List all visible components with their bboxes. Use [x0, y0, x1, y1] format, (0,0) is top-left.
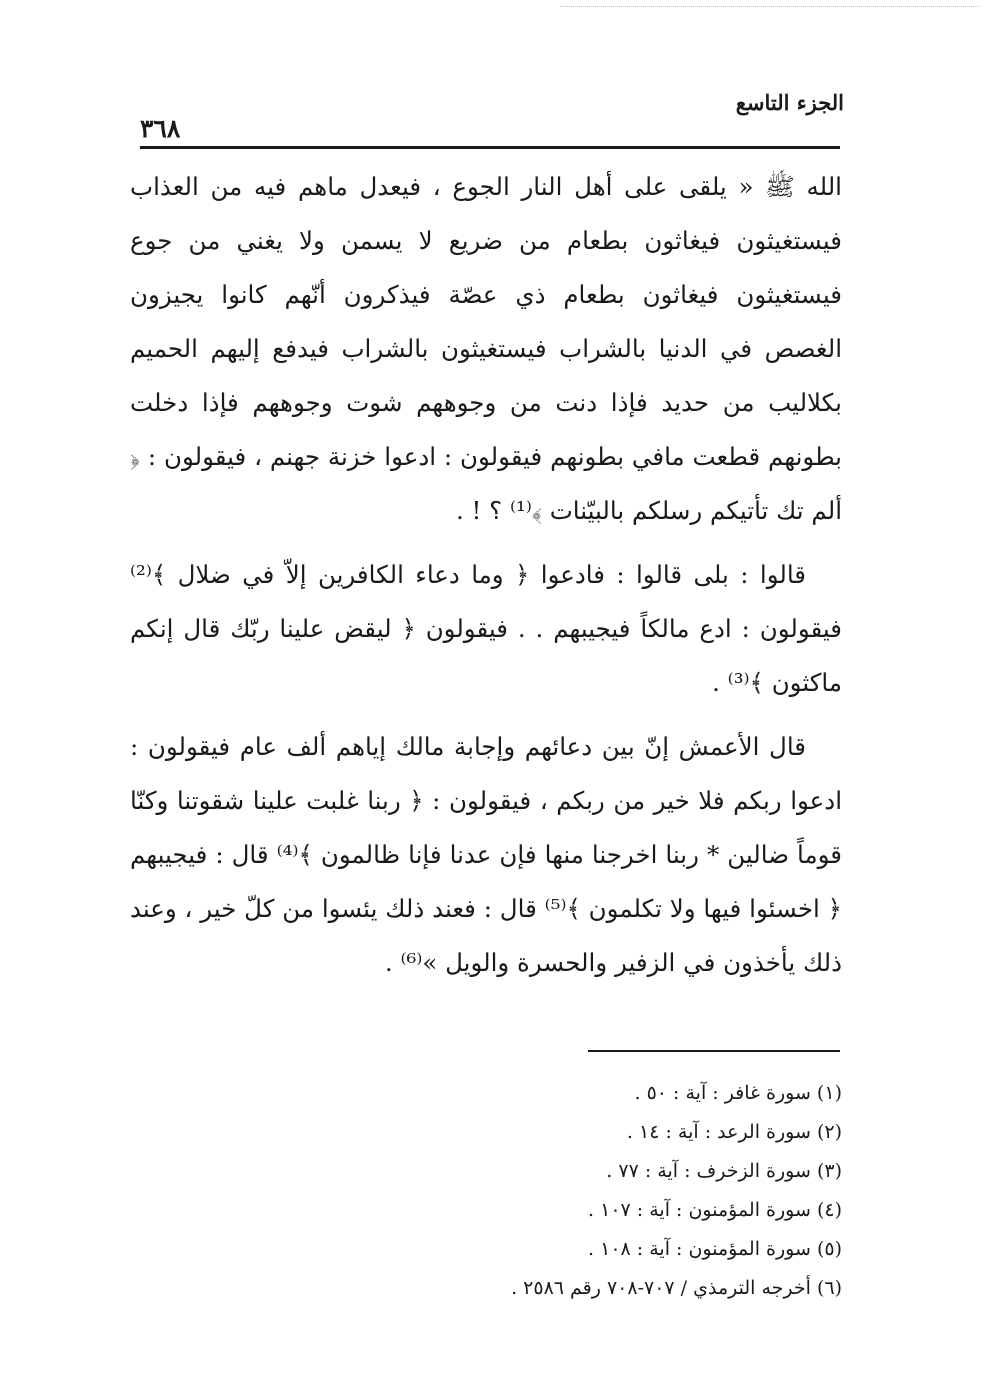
footnote-divider: [588, 1050, 840, 1052]
footnote-5: (٥) سورة المؤمنون : آية : ١٠٨ .: [588, 1238, 842, 1260]
footnote-4: (٤) سورة المؤمنون : آية : ١٠٧ .: [588, 1199, 842, 1221]
paragraph-3: قال الأعمش إنّ بين دعائهم وإجابة مالك إياهم ألف عام فيقولون : ادعوا ربكم فلا خير من ربكم ، فيقولون : ﴿ ربنا غلبت علينا شقوتنا وكنّا قوماً ضالين * ربنا اخرجنا منها فإن عدنا فإنا ظالمون ﴾⁽⁴⁾ قال : فيجيبهم ﴿ اخسئوا فيها ولا تكلمون ﴾⁽⁵⁾ قال : فعند ذلك يئسوا من كلّ خير ، وعند ذلك يأخذون في الزفير والحسرة والويل »⁽⁶⁾ .: [130, 732, 842, 977]
running-head-title: الجزء التاسع: [735, 90, 844, 115]
header-divider: [140, 146, 840, 149]
footnote-6: (٦) أخرجه الترمذي / ٧٠٧-٧٠٨ رقم ٢٥٨٦ .: [511, 1277, 842, 1299]
footnote-2: (٢) سورة الرعد : آية : ١٤ .: [626, 1121, 842, 1143]
body-text: [130, 160, 842, 1000]
scan-edge-marks: [560, 0, 980, 7]
paragraph-1: الله ﷺ « يلقى على أهل النار الجوع ، فيعدل ماهم فيه من العذاب فيستغيثون فيغاثون بطعام من ضريع لا يسمن ولا يغني من جوع فيستغيثون فيغاثون بطعام ذي عصّة فيذكرون أنّهم كانوا يجيزون الغصص في الدنيا بالشراب فيستغيثون بالشراب فيدفع إليهم الحميم بكلاليب من حديد فإذا دنت من وجوههم شوت وجوههم فإذا دخلت بطونهم قطعت مافي بطونهم فيقولون : ادعوا خزنة جهنم ، فيقولون : ﴿ ألم تك تأتيكم رسلكم بالبيّنات ﴾⁽¹⁾ ؟ ! .: [130, 172, 842, 525]
footnote-1: (١) سورة غافر : آية : ٥٠ .: [634, 1082, 842, 1104]
footnote-3: (٣) سورة الزخرف : آية : ٧٧ .: [606, 1160, 842, 1182]
paragraph-2: قالوا : بلى قالوا : فادعوا ﴿ وما دعاء الكافرين إلاّ في ضلال ﴾⁽²⁾ فيقولون : ادع مالكاً فيجيبهم . . فيقولون ﴿ ليقض علينا ربّك قال إنكم ماكثون ﴾⁽³⁾ .: [130, 560, 842, 697]
page-number: ٣٦٨: [140, 114, 181, 143]
footnotes: [282, 1074, 842, 1308]
